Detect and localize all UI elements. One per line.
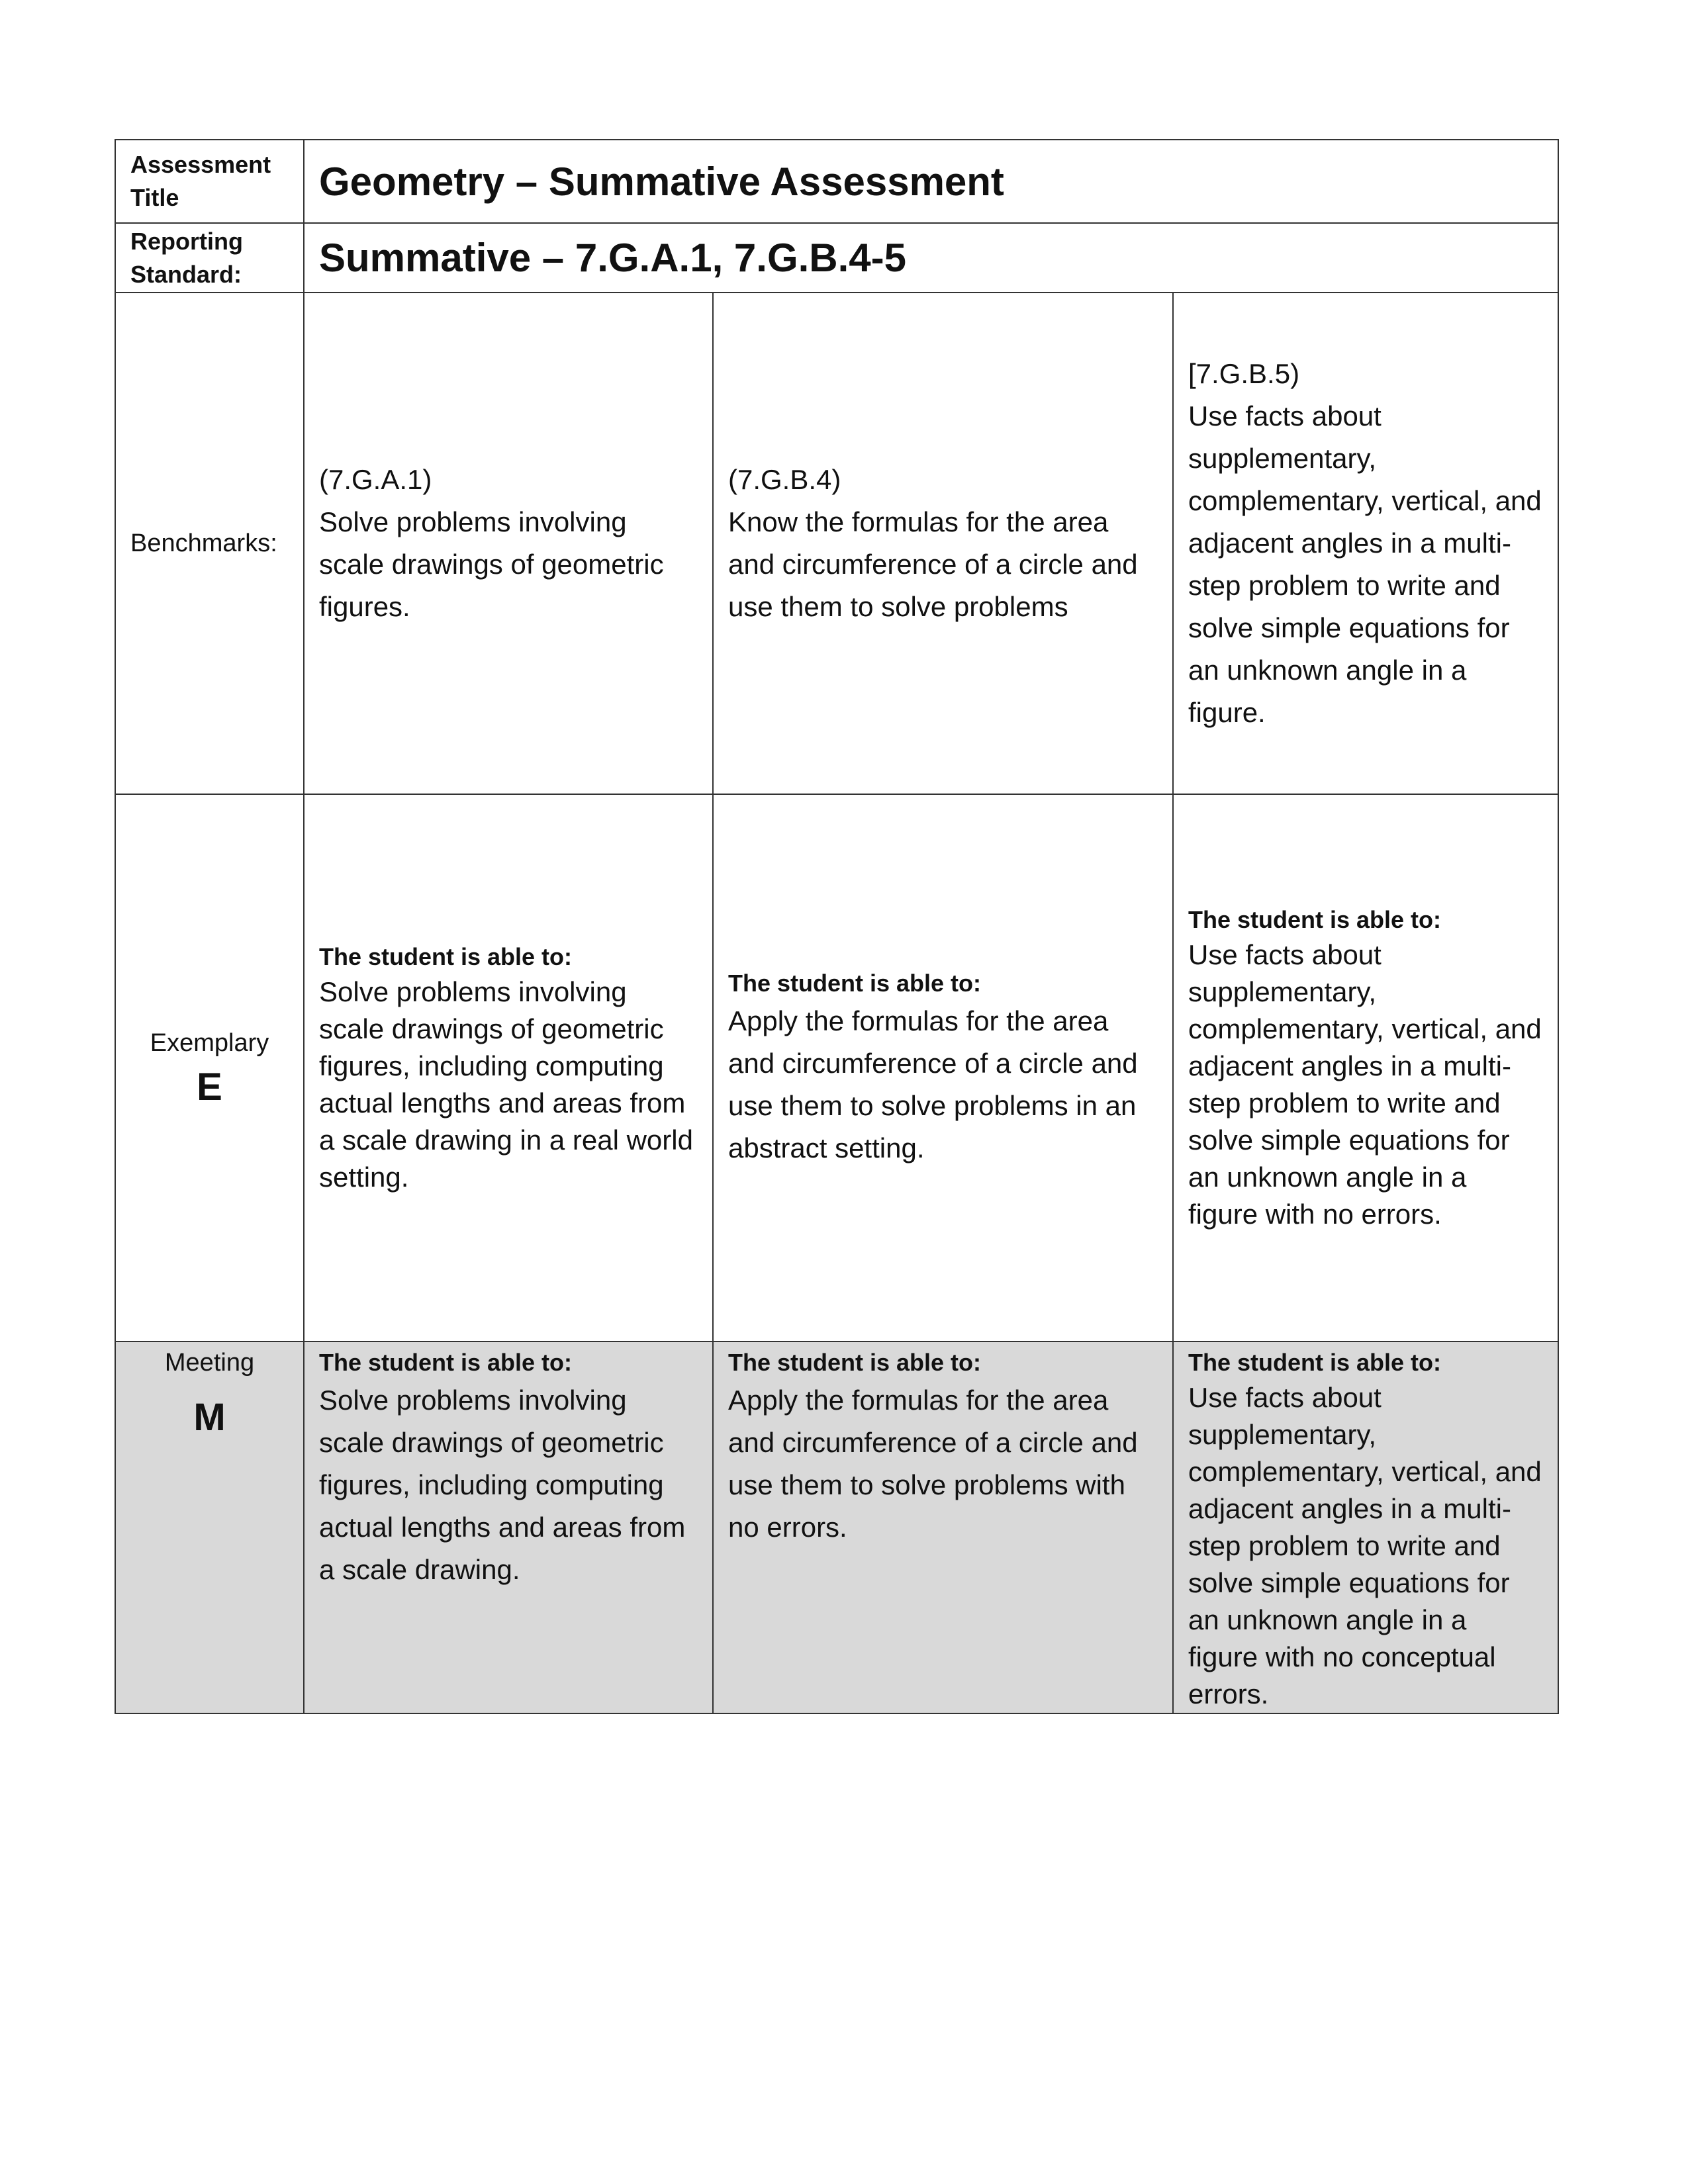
criteria-text: Solve problems involving scale drawings of geometric figures, including computing actual lengths and areas from a scale drawing in a real world setting. bbox=[319, 976, 693, 1193]
benchmark-cell bbox=[304, 293, 713, 794]
title-row bbox=[115, 140, 1558, 223]
criteria-cell bbox=[1173, 794, 1558, 1342]
criteria-lead: The student is able to: bbox=[319, 1349, 573, 1376]
criteria-lead: The student is able to: bbox=[319, 942, 573, 970]
reporting-standard: Summative – 7.G.A.1, 7.G.B.4-5 bbox=[319, 236, 907, 280]
level-letter: E bbox=[197, 1066, 222, 1109]
benchmark-text: Solve problems involving scale drawings of geometric figures. bbox=[319, 506, 664, 622]
benchmark-code: (7.G.B.4) bbox=[728, 464, 841, 495]
criteria-cell bbox=[304, 1342, 713, 1713]
benchmarks-row bbox=[115, 293, 1558, 794]
reporting-standard-cell bbox=[304, 223, 1558, 293]
benchmarks-label: Benchmarks: bbox=[130, 529, 277, 557]
benchmark-text: Use facts about supplementary, complementary, vertical, and adjacent angles in a multi-step problem to write and solve simple equations for an unknown angle in a figure. bbox=[1188, 400, 1542, 728]
benchmark-cell bbox=[713, 293, 1173, 794]
exemplary-row bbox=[115, 794, 1558, 1342]
level-label-cell bbox=[115, 1342, 304, 1713]
criteria-text: Apply the formulas for the area and circumference of a circle and use them to solve problems in an abstract setting. bbox=[728, 1005, 1138, 1163]
assessment-title-cell bbox=[304, 140, 1558, 223]
criteria-text: Use facts about supplementary, complementary, vertical, and adjacent angles in a multi-step problem to write and solve simple equations for an unknown angle in a figure with no errors. bbox=[1188, 938, 1542, 1230]
reporting-label-cell bbox=[115, 223, 304, 293]
level-name: Exemplary bbox=[150, 1029, 269, 1057]
assessment-title: Geometry – Summative Assessment bbox=[319, 159, 1004, 204]
criteria-lead: The student is able to: bbox=[1188, 905, 1442, 933]
benchmark-text: Know the formulas for the area and circumference of a circle and use them to solve problems bbox=[728, 506, 1138, 622]
benchmark-code: [7.G.B.5) bbox=[1188, 358, 1300, 389]
criteria-lead: The student is able to: bbox=[728, 1349, 982, 1376]
criteria-text: Solve problems involving scale drawings of geometric figures, including computing actual lengths and areas from a scale drawing. bbox=[319, 1385, 686, 1585]
level-label-cell bbox=[115, 794, 304, 1342]
benchmarks-label-cell bbox=[115, 293, 304, 794]
criteria-cell bbox=[713, 794, 1173, 1342]
assessment-title-label-cell bbox=[115, 140, 304, 223]
criteria-text: Apply the formulas for the area and circumference of a circle and use them to solve problems with no errors. bbox=[728, 1385, 1138, 1543]
level-name: Meeting bbox=[164, 1349, 255, 1377]
level-letter: M bbox=[193, 1396, 226, 1439]
benchmark-cell bbox=[1173, 293, 1558, 794]
rubric-table bbox=[115, 139, 1559, 1714]
criteria-cell bbox=[713, 1342, 1173, 1713]
benchmark-code: (7.G.A.1) bbox=[319, 464, 432, 495]
criteria-cell bbox=[304, 794, 713, 1342]
reporting-standard-label: Reporting Standard: bbox=[130, 227, 243, 288]
criteria-lead: The student is able to: bbox=[1188, 1349, 1442, 1376]
criteria-text: Use facts about supplementary, complementary, vertical, and adjacent angles in a multi-step problem to write and solve simple equations for an unknown angle in a figure with no conceptual errors. bbox=[1188, 1382, 1542, 1709]
criteria-lead: The student is able to: bbox=[728, 969, 982, 997]
reporting-row bbox=[115, 223, 1558, 293]
criteria-cell bbox=[1173, 1342, 1558, 1713]
meeting-row bbox=[115, 1342, 1558, 1713]
assessment-title-label: Assessment Title bbox=[130, 151, 271, 211]
